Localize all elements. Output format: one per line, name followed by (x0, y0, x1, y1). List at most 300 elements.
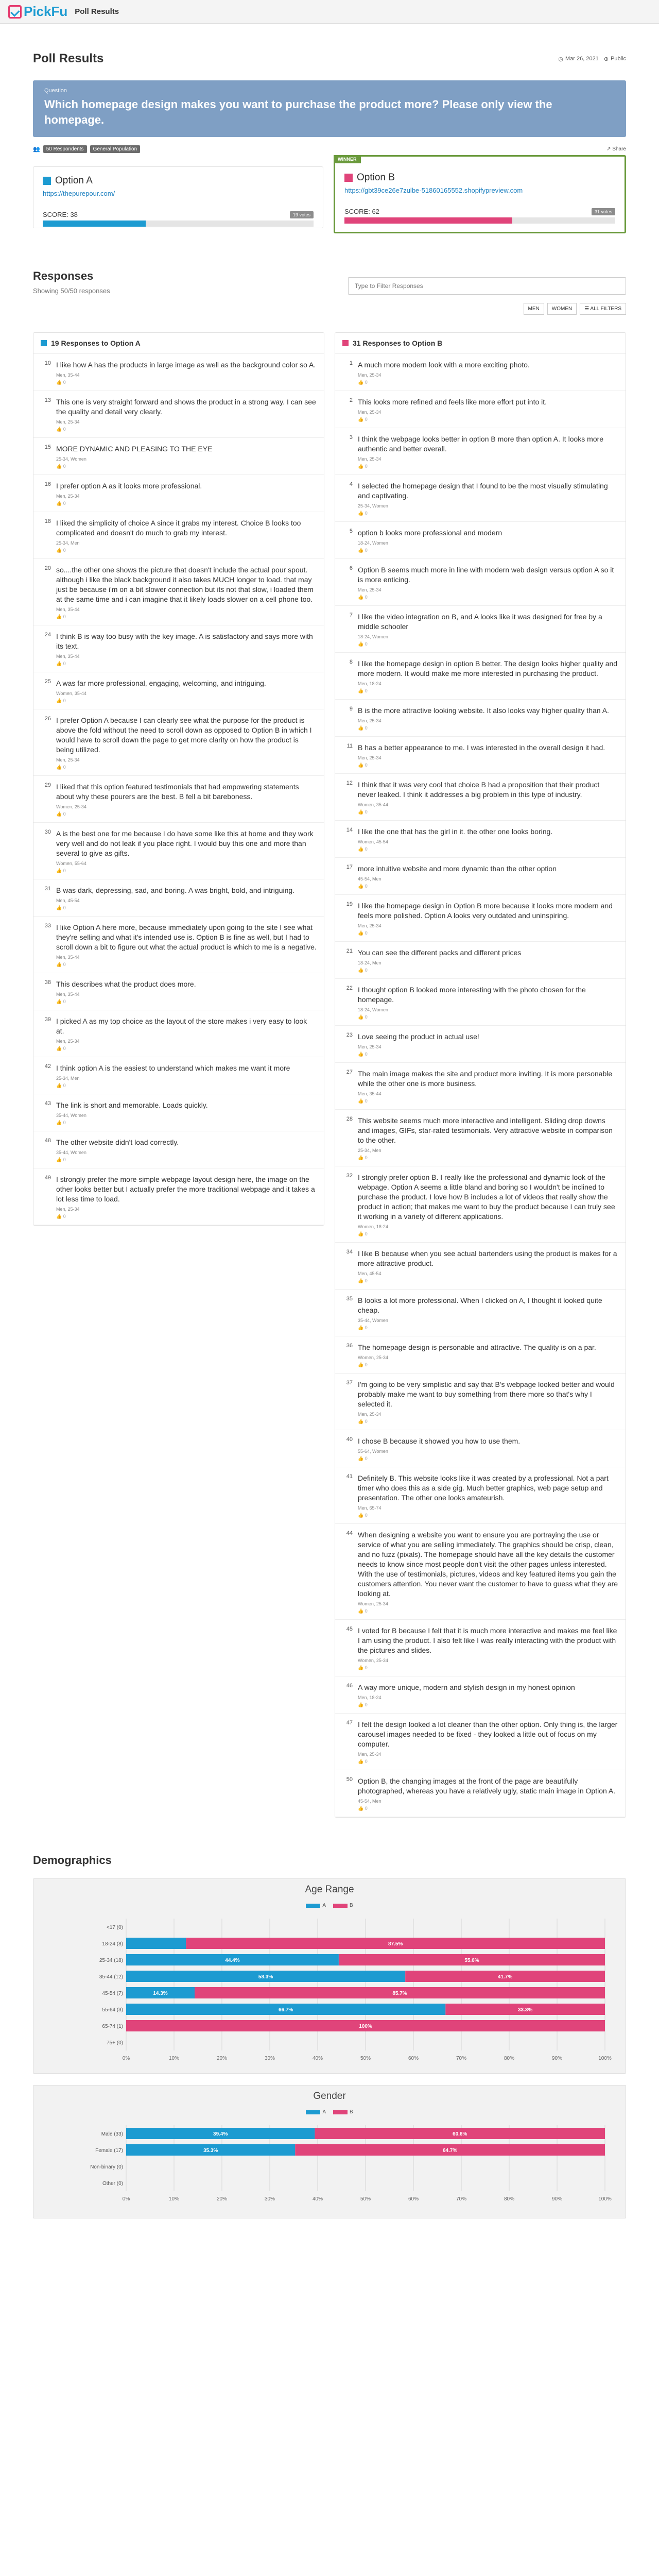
age-data-label-a: 14.3% (153, 1991, 168, 1996)
response-number: 6 (349, 565, 353, 571)
like-button[interactable]: 👍 0 (56, 1120, 66, 1125)
respondent-demographic: 18-24, Women (358, 1007, 388, 1012)
like-button[interactable]: 👍 0 (56, 765, 66, 770)
legend-b-swatch (333, 1904, 348, 1908)
section-title: Poll Results (75, 7, 119, 16)
respondent-demographic: Men, 65-74 (358, 1505, 381, 1511)
poll-meta (558, 56, 626, 62)
like-button[interactable]: 👍 0 (56, 464, 66, 469)
thumbs-up-icon: 👍 (358, 417, 364, 422)
thumbs-up-icon: 👍 (358, 1608, 364, 1614)
thumbs-up-icon: 👍 (358, 688, 364, 693)
thumbs-up-icon: 👍 (56, 905, 62, 910)
response-item (33, 1168, 324, 1225)
thumbs-up-icon: 👍 (358, 1759, 364, 1764)
like-button[interactable]: 👍 0 (358, 1052, 368, 1057)
response-text: Definitely B. This website looks like it was created by a professional. Not a part timer who does this as a side gig. Much better graphics, web page setup and presentation. The other one looks amateurish. (358, 1474, 609, 1502)
response-number: 21 (346, 948, 353, 954)
thumbs-up-icon: 👍 (358, 968, 364, 973)
age-range-chart (33, 1878, 626, 2074)
age-category-label: 65-74 (1) (102, 2024, 123, 2029)
like-button[interactable]: 👍 0 (56, 811, 66, 817)
response-text: I like the homepage design in Option B more because it looks more modern and feels more polished. Option A looks very outdated and uninspiring. (358, 902, 613, 920)
logo-icon (8, 5, 22, 19)
response-text: option b looks more professional and modern (358, 529, 502, 537)
thumbs-up-icon: 👍 (358, 641, 364, 647)
like-button[interactable]: 👍 0 (56, 1214, 66, 1219)
respondent-demographic: Men, 35-44 (56, 955, 80, 960)
gender-x-tick-label: 0% (122, 2196, 130, 2202)
response-text: This looks more refined and feels like more effort put into it. (358, 398, 547, 406)
question-box (33, 80, 626, 137)
tag-respondents: 50 Respondents (43, 145, 87, 153)
response-number: 28 (346, 1116, 353, 1122)
like-button[interactable]: 👍 0 (358, 884, 368, 889)
like-button[interactable]: 👍 0 (358, 1702, 368, 1707)
respondent-demographic: 25-34, Women (358, 503, 388, 509)
response-item (335, 475, 626, 522)
age-category-label: 25-34 (18) (99, 1958, 123, 1963)
age-x-tick-label: 80% (504, 2056, 515, 2061)
thumbs-up-icon: 👍 (56, 1120, 62, 1125)
thumbs-up-icon: 👍 (358, 1098, 364, 1104)
like-button[interactable]: 👍 0 (56, 661, 66, 666)
response-item (335, 1430, 626, 1467)
respondent-demographic: Men, 35-44 (358, 1091, 381, 1096)
option-a-url[interactable]: https://thepurepour.com/ (43, 190, 115, 197)
filter-responses-input[interactable] (348, 277, 626, 295)
thumbs-up-icon: 👍 (56, 501, 62, 506)
response-item (335, 1770, 626, 1817)
logo-text: PickFu (24, 4, 68, 19)
response-number: 26 (44, 716, 51, 722)
gender-x-tick-label: 70% (456, 2196, 467, 2202)
age-x-tick-label: 30% (264, 2056, 275, 2061)
like-button[interactable]: 👍 0 (358, 1608, 368, 1614)
option-a-votes: 19 votes (290, 211, 314, 218)
like-button[interactable]: 👍 0 (56, 1157, 66, 1162)
thumbs-up-icon: 👍 (56, 765, 62, 770)
response-number: 9 (349, 706, 353, 712)
response-text: I liked that this option featured testimonials that had empowering statements about why these pourers are the best. B fell a bit bareboness. (56, 783, 299, 801)
question-label: Question (44, 88, 67, 94)
respondent-demographic: Men, 35-44 (56, 654, 80, 659)
response-number: 41 (346, 1473, 353, 1480)
like-button[interactable]: 👍 0 (56, 614, 66, 619)
like-button[interactable]: 👍 0 (358, 1155, 368, 1160)
like-button[interactable]: 👍 0 (358, 1325, 368, 1330)
respondent-demographic: 25-34, Men (56, 1076, 80, 1081)
thumbs-up-icon: 👍 (358, 1325, 364, 1330)
response-number: 13 (44, 397, 51, 403)
legend-a-swatch (306, 1904, 320, 1908)
response-text: I like Option A here more, because immediately upon going to the site I see what they're selling and what it's intended use is. Option B is fine as well, but I had to scroll down a bit to figure out what the actual product is which to me is a negative. (56, 923, 317, 951)
respondent-demographic: Men, 25-34 (358, 1752, 381, 1757)
like-button[interactable]: 👍 0 (358, 595, 368, 600)
like-button[interactable]: 👍 0 (358, 1098, 368, 1104)
response-number: 29 (44, 782, 51, 788)
response-number: 42 (44, 1063, 51, 1070)
response-number: 50 (346, 1776, 353, 1783)
like-button[interactable]: 👍 0 (358, 1419, 368, 1424)
response-text: so....the other one shows the picture that doesn't include the actual pour spout. although i like the black background it also takes MUCH longer to load. that may just be because i'm on a bit slower connection but its not that slow, i loaded them at the same time and i can imagine that it likely loads slower on a cell phone too. (56, 566, 314, 603)
respondent-demographic: Men, 25-34 (358, 587, 381, 592)
response-number: 12 (346, 780, 353, 786)
thumbs-up-icon: 👍 (56, 962, 62, 967)
respondent-demographic: Men, 25-34 (358, 923, 381, 928)
thumbs-up-icon: 👍 (358, 762, 364, 768)
age-chart-plot (44, 1913, 615, 2063)
response-item (33, 1131, 324, 1168)
response-number: 47 (346, 1720, 353, 1726)
response-text: I think B is way too busy with the key image. A is satisfactory and says more with its text. (56, 632, 313, 650)
share-link[interactable]: ↗ Share (606, 146, 626, 152)
respondent-demographic: Men, 25-34 (358, 1044, 381, 1049)
respondent-demographic: Women, 55-64 (56, 861, 86, 866)
option-b-url[interactable]: https://gbt39ce26e7zulbe-51860165552.shopifypreview.com (344, 187, 523, 194)
visibility-meta: ⊕ Public (603, 56, 626, 62)
date-meta: ◷ Mar 26, 2021 (558, 56, 599, 62)
age-category-label: <17 (0) (107, 1925, 123, 1930)
like-button[interactable]: 👍 0 (56, 999, 66, 1004)
response-number: 22 (346, 985, 353, 991)
legend-b-swatch (333, 2110, 348, 2114)
response-text: I'm going to be very simplistic and say that B's webpage looked better and would probably make me want to buy something from there more so that's why I selected it. (358, 1380, 615, 1408)
response-item (33, 917, 324, 973)
respondent-demographic: 45-54, Men (358, 876, 381, 882)
like-button[interactable]: 👍 0 (358, 762, 368, 768)
age-category-label: 75+ (0) (107, 2040, 123, 2046)
age-data-label-a: 66.7% (278, 2007, 293, 2013)
page-title: Poll Results (33, 52, 104, 65)
respondent-demographic: Men, 45-54 (358, 1271, 381, 1276)
response-item (335, 391, 626, 428)
age-data-label-b: 55.6% (464, 1958, 479, 1963)
thumbs-up-icon: 👍 (358, 1456, 364, 1461)
thumbs-up-icon: 👍 (56, 1046, 62, 1051)
gender-x-tick-label: 100% (598, 2196, 612, 2202)
response-item (335, 1467, 626, 1524)
winner-badge: WINNER (334, 155, 361, 163)
response-item (335, 858, 626, 895)
response-text: Love seeing the product in actual use! (358, 1032, 479, 1041)
response-number: 32 (346, 1173, 353, 1179)
response-item (335, 1714, 626, 1770)
age-category-label: 18-24 (8) (102, 1941, 123, 1947)
like-button[interactable]: 👍 0 (358, 930, 368, 936)
gender-chart (33, 2085, 626, 2218)
demographics-title: Demographics (33, 1854, 112, 1867)
response-item (335, 1524, 626, 1620)
response-item (335, 774, 626, 821)
respondent-demographic: Men, 35-44 (56, 372, 80, 378)
like-button[interactable]: 👍 0 (56, 1083, 66, 1088)
response-text: The other website didn't load correctly. (56, 1138, 179, 1146)
gender-data-label-a: 35.3% (203, 2148, 218, 2154)
like-button[interactable]: 👍 0 (56, 905, 66, 910)
response-text: MORE DYNAMIC AND PLEASING TO THE EYE (56, 445, 213, 453)
age-category-label: 45-54 (7) (102, 1991, 123, 1996)
response-number: 3 (349, 434, 353, 440)
response-item (335, 1620, 626, 1676)
response-item (335, 428, 626, 475)
respondent-demographic: Women, 35-44 (358, 802, 388, 807)
thumbs-up-icon: 👍 (358, 464, 364, 469)
response-number: 25 (44, 679, 51, 685)
response-item (335, 1676, 626, 1714)
response-number: 18 (44, 518, 51, 524)
thumbs-up-icon: 👍 (56, 464, 62, 469)
respondent-demographic: 35-44, Women (56, 1150, 86, 1155)
response-item (335, 1336, 626, 1374)
thumbs-up-icon: 👍 (56, 614, 62, 619)
response-item (33, 1010, 324, 1057)
respondent-demographic: Men, 25-34 (358, 1412, 381, 1417)
response-item (33, 709, 324, 776)
like-button[interactable]: 👍 0 (358, 1456, 368, 1461)
gender-data-label-b: 64.7% (442, 2148, 458, 2154)
response-number: 16 (44, 481, 51, 487)
like-button[interactable]: 👍 0 (358, 725, 368, 731)
response-number: 33 (44, 923, 51, 929)
thumbs-up-icon: 👍 (56, 1157, 62, 1162)
response-text: I felt the design looked a lot cleaner than the other option. Only thing is, the larger carousel images needed to be fixed - they looked a little out of focus on my computer. (358, 1720, 618, 1748)
thumbs-up-icon: 👍 (358, 809, 364, 815)
like-button[interactable]: 👍 0 (358, 809, 368, 815)
thumbs-up-icon: 👍 (56, 868, 62, 873)
response-item (335, 354, 626, 391)
response-item (335, 1290, 626, 1336)
response-item (33, 776, 324, 823)
like-button[interactable]: 👍 0 (358, 1231, 368, 1236)
filter-women-button[interactable]: WOMEN (547, 303, 577, 315)
age-x-tick-label: 0% (122, 2056, 130, 2061)
response-number: 23 (346, 1032, 353, 1038)
response-number: 48 (44, 1138, 51, 1144)
gender-category-label: Non-binary (0) (90, 2164, 123, 2170)
response-item (33, 879, 324, 917)
age-x-tick-label: 50% (360, 2056, 371, 2061)
like-button[interactable]: 👍 0 (358, 846, 368, 852)
respondent-demographic: Women, 35-44 (56, 691, 86, 696)
response-text: Option B seems much more in line with modern web design versus option A so it is more enticing. (358, 566, 614, 584)
like-button[interactable]: 👍 0 (358, 641, 368, 647)
like-button[interactable]: 👍 0 (358, 1513, 368, 1518)
gender-category-label: Other (0) (102, 2181, 123, 2187)
response-item (33, 1094, 324, 1131)
response-text: I like the homepage design in option B better. The design looks higher quality and more modern. It would make me more interested in purchasing the product. (358, 659, 618, 677)
respondent-demographic: Men, 25-34 (358, 755, 381, 760)
gender-category-label: Male (33) (101, 2131, 123, 2137)
thumbs-up-icon: 👍 (56, 427, 62, 432)
gender-x-tick-label: 20% (216, 2196, 228, 2202)
option-a-swatch (41, 340, 47, 346)
thumbs-up-icon: 👍 (358, 846, 364, 852)
response-text: I think that it was very cool that choice B had a proposition that their product never leaked. I think it addresses a big problem in this type of industry. (358, 781, 600, 799)
gender-x-tick-label: 10% (168, 2196, 180, 2202)
response-number: 5 (349, 528, 353, 534)
response-text: I strongly prefer the more simple webpage layout design here, the image on the other looks better but I actually prefer the more traditional webpage and it takes a lot less time to load. (56, 1175, 315, 1203)
response-item (335, 821, 626, 858)
response-item (335, 1110, 626, 1166)
option-b-score: SCORE: 62 (344, 208, 379, 215)
share-icon: ↗ (606, 146, 611, 152)
age-data-label-b: 33.3% (517, 2007, 533, 2013)
age-x-tick-label: 70% (456, 2056, 467, 2061)
all-filters-button[interactable]: ☰ ALL FILTERS (580, 303, 626, 315)
like-button[interactable]: 👍 0 (358, 1278, 368, 1283)
like-button[interactable]: 👍 0 (358, 417, 368, 422)
like-button[interactable]: 👍 0 (358, 380, 368, 385)
response-number: 35 (346, 1296, 353, 1302)
respondent-demographic: Men, 25-34 (358, 410, 381, 415)
age-x-tick-label: 60% (408, 2056, 419, 2061)
like-button[interactable]: 👍 0 (358, 1759, 368, 1764)
like-button[interactable]: 👍 0 (358, 968, 368, 973)
gender-category-label: Female (17) (95, 2148, 123, 2154)
response-number: 14 (346, 827, 353, 833)
thumbs-up-icon: 👍 (56, 1214, 62, 1219)
response-number: 46 (346, 1683, 353, 1689)
thumbs-up-icon: 👍 (56, 661, 62, 666)
gender-data-label-a: 39.4% (213, 2131, 228, 2137)
thumbs-up-icon: 👍 (358, 1702, 364, 1707)
response-number: 17 (346, 864, 353, 870)
like-button[interactable]: 👍 0 (358, 688, 368, 693)
response-text: I voted for B because I felt that it is much more interactive and makes me feel like I am using the product. I also felt like I was really interacting with the product with the pictures and slides. (358, 1626, 617, 1654)
response-text: B has a better appearance to me. I was interested in the overall design it had. (358, 743, 605, 752)
like-button[interactable]: 👍 0 (358, 464, 368, 469)
response-number: 31 (44, 886, 51, 892)
response-text: The homepage design is personable and attractive. The quality is on a par. (358, 1343, 596, 1351)
like-button[interactable]: 👍 0 (358, 1362, 368, 1367)
like-button[interactable]: 👍 0 (56, 380, 66, 385)
thumbs-up-icon: 👍 (358, 1155, 364, 1160)
like-button[interactable]: 👍 0 (56, 868, 66, 873)
gender-x-tick-label: 80% (504, 2196, 515, 2202)
gender-chart-plot (44, 2120, 615, 2208)
respondent-demographic: 18-24, Women (358, 540, 388, 546)
response-item (335, 1063, 626, 1110)
option-a-name: Option A (55, 175, 93, 186)
respondent-demographic: Men, 25-34 (56, 1207, 80, 1212)
age-category-label: 35-44 (12) (99, 1974, 123, 1980)
respondent-demographic: 25-34, Women (56, 456, 86, 462)
gender-x-tick-label: 60% (408, 2196, 419, 2202)
response-number: 43 (44, 1100, 51, 1107)
like-button[interactable]: 👍 0 (56, 698, 66, 703)
like-button[interactable]: 👍 0 (358, 1665, 368, 1670)
legend-a-swatch (306, 2110, 320, 2114)
response-item (335, 1243, 626, 1290)
response-text: I think the webpage looks better in option B more than option A. It looks more authentic and better overall. (358, 435, 604, 453)
response-number: 45 (346, 1626, 353, 1632)
age-data-label-b: 100% (359, 2024, 372, 2029)
like-button[interactable]: 👍 0 (56, 501, 66, 506)
response-number: 2 (349, 397, 353, 403)
response-number: 44 (346, 1530, 353, 1536)
response-text: A way more unique, modern and stylish design in my honest opinion (358, 1683, 575, 1691)
like-button[interactable]: 👍 0 (358, 511, 368, 516)
respondent-demographic: 35-44, Women (358, 1318, 388, 1323)
response-item (335, 522, 626, 559)
response-text: I like how A has the products in large image as well as the background color so A. (56, 361, 316, 369)
respondent-demographic: 45-54, Men (358, 1799, 381, 1804)
response-number: 20 (44, 565, 51, 571)
response-text: I like B because when you see actual bartenders using the product is makes for a more attractive product. (358, 1249, 617, 1267)
response-item (33, 512, 324, 559)
respondent-demographic: Women, 25-34 (358, 1658, 388, 1663)
thumbs-up-icon: 👍 (358, 1014, 364, 1020)
response-item (33, 559, 324, 625)
respondent-demographic: Men, 25-34 (56, 1039, 80, 1044)
thumbs-up-icon: 👍 (56, 380, 62, 385)
response-number: 1 (349, 360, 353, 366)
top-bar (0, 0, 659, 24)
respondent-demographic: Men, 18-24 (358, 681, 381, 686)
response-number: 37 (346, 1380, 353, 1386)
respondent-demographic: 18-24, Men (358, 960, 381, 965)
option-b-card (334, 155, 626, 233)
thumbs-up-icon: 👍 (358, 1806, 364, 1811)
response-item (335, 559, 626, 606)
response-text: When designing a website you want to ensure you are portraying the use or service of what you are selling immediately. The graphics should be crisp, clean, and no fuzz (pixals). The homepage should have all the key details the customer needs to know since most people don't visit the other pages unless interested. With the use of testimonials, pictures, videos and key featured items you gain the customers attention. You never want the customer to have to guess what they are looking at. (358, 1531, 618, 1598)
responses-title: Responses (33, 269, 94, 282)
response-number: 34 (346, 1249, 353, 1255)
clock-icon: ◷ (558, 56, 563, 62)
age-x-tick-label: 90% (551, 2056, 563, 2061)
respondent-demographic: 35-44, Women (56, 1113, 86, 1118)
response-text: A much more modern look with a more exciting photo. (358, 361, 530, 369)
thumbs-up-icon: 👍 (358, 884, 364, 889)
like-button[interactable]: 👍 0 (56, 427, 66, 432)
gender-x-tick-label: 50% (360, 2196, 371, 2202)
like-button[interactable]: 👍 0 (56, 1046, 66, 1051)
option-b-swatch (342, 340, 349, 346)
response-number: 15 (44, 444, 51, 450)
response-text: I selected the homepage design that I found to be the most visually stimulating and captivating. (358, 482, 608, 500)
response-text: This one is very straight forward and shows the product in a strong way. I can see the quality and detail very clearly. (56, 398, 316, 416)
response-item (33, 625, 324, 672)
response-text: more intuitive website and more dynamic than the other option (358, 865, 557, 873)
age-data-label-b: 87.5% (388, 1941, 403, 1947)
users-icon: 👥 (33, 146, 40, 152)
like-button[interactable]: 👍 0 (56, 548, 66, 553)
response-text: The link is short and memorable. Loads quickly. (56, 1101, 208, 1109)
thumbs-up-icon: 👍 (358, 595, 364, 600)
like-button[interactable]: 👍 0 (358, 1014, 368, 1020)
respondent-demographic: Women, 25-34 (358, 1601, 388, 1606)
pickfu-logo[interactable] (8, 4, 67, 20)
response-text: A was far more professional, engaging, welcoming, and intriguing. (56, 679, 266, 687)
response-text: I prefer option A as it looks more professional. (56, 482, 202, 490)
like-button[interactable]: 👍 0 (358, 548, 368, 553)
response-text: I prefer Option A because I can clearly see what the purpose for the product is above the fold without the need to scroll down as opposed to Option B in which I would have to scroll down the page to get more clarity on how the product is being utilized. (56, 716, 312, 754)
respondent-demographic: Men, 45-54 (56, 898, 80, 903)
like-button[interactable]: 👍 0 (56, 962, 66, 967)
response-item (33, 438, 324, 475)
age-data-label-a: 58.3% (258, 1974, 273, 1980)
filter-men-button[interactable]: MEN (524, 303, 544, 315)
filter-icon: ☰ (584, 306, 589, 312)
respondent-demographic: Men, 25-34 (358, 718, 381, 723)
thumbs-up-icon: 👍 (358, 1362, 364, 1367)
response-item (33, 1057, 324, 1094)
like-button[interactable]: 👍 0 (358, 1806, 368, 1811)
respondent-demographic: Men, 35-44 (56, 992, 80, 997)
response-text: I chose B because it showed you how to use them. (358, 1437, 521, 1445)
respondent-demographic: 25-34, Men (358, 1148, 381, 1153)
